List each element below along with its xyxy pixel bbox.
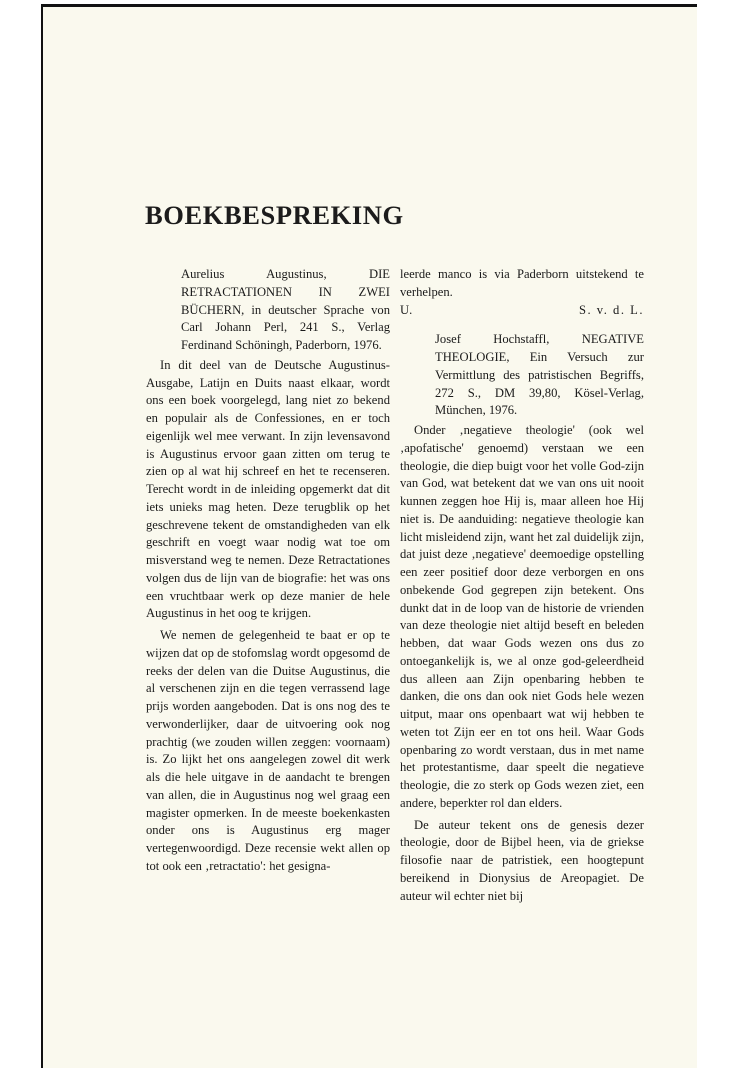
review1-paragraph-2-continued: leerde manco is via Paderborn uitstekend te verhelpen. [400, 267, 644, 299]
section-title: BOEKBESPREKING [145, 200, 404, 230]
left-column [146, 266, 390, 876]
review1-paragraph-2: We nemen de gelegenheid te baat er op te wijzen dat op de stofomslag wordt opgesomd de reeks der delen van die Duitse Augustinus, die al verschenen zijn en die tegen verrassend lage prijs worden aangeboden. Dat is ons nog des te verwonderlijker, daar de uitvoering ook nog prachtig (we zouden willen zeggen: voornaam) is. Zo lijkt het ons aangelegen zowel dit werk als die hele uitgave in de aandacht te brengen van allen, die in Augustinus nog wel graag een magister opmerken. In de meeste boekenkasten onder ons is Augustinus erg mager vertegenwoordigd. Deze recensie wekt allen op tot ook een ‚retractatio': het gesigna- [146, 628, 390, 873]
page [41, 4, 697, 1068]
signoff-left: U. [400, 302, 413, 317]
review1-signoff [400, 302, 644, 320]
review1-bibliography: Aurelius Augustinus, DIE RETRACTATIONEN IN ZWEI BÜCHERN, in deutscher Sprache von Carl Johann Perl, 241 S., Verlag Ferdinand Schöningh, Paderborn, 1976. [181, 267, 390, 352]
review2-paragraph-2: De auteur tekent ons de genesis dezer theologie, door de Bijbel heen, via de griekse filosofie naar de patristiek, een hoogtepunt bereikend in Dionysius de Areopagiet. De auteur wil echter niet bij [400, 817, 644, 903]
review1-paragraph-1: In dit deel van de Deutsche Augustinus-Ausgabe, Latijn en Duits naast elkaar, wordt ons een boek voorgelegd, lang niet zo bekend en populair als de Confessiones, en er toch eigenlijk wel mee verwant. In zijn levensavond is Augustinus ervoor gaan zitten om terug te zien op al wat hij schreef en het te recenseren. Terecht wordt in de inleiding opgemerkt dat dit iets unieks mag heten. Deze terugblik op het geschrevene tekent de omstandigheden van elk geschrift en voegt waar nodig wat toe om misverstand weg te nemen. Deze Retractationes volgen dus de lijn van de biografie: het was ons een vruchtbaar werk op deze manier de hele Augustinus in het oog te krijgen. [146, 357, 390, 621]
right-column [400, 266, 644, 905]
reviewer-initials: S. v. d. L. [578, 302, 644, 317]
review2-bibliography: Josef Hochstaffl, NEGATIVE THEOLOGIE, Ein Versuch zur Vermittlung des patristischen Begriffs, 272 S., DM 39,80, Kösel-Verlag, München, 1976. [435, 332, 644, 418]
review2-paragraph-1: Onder ‚negatieve theologie' (ook wel ‚apofatische' genoemd) verstaan we een theologie, die diep buigt voor het volle God-zijn van God, wat betekent dat we van ons uit nooit kunnen zeggen hoe Hij is, maar alleen hoe Hij niet is. De aanduiding: negatieve theologie kan licht misleidend zijn, want het zal duidelijk zijn, dat juist deze ‚negatieve' deemoedige opstelling een zeer positief door deze verborgen en ons onbekende God gegrepen zijn betekent. Ons dunkt dat in de loop van de historie de vrienden van deze theologie niet altijd beseft en beleden hebben, dat waar Gods wezen ons dus zo ontoegankelijk is, we al onze god-geleerdheid dus alleen aan Zijn openbaring hebben te danken, die ons dan ook niet Gods hele wezen uitput, maar ons openbaart wat wij hebben te weten tot Zijn eer en tot ons heil. Waar Gods openbaring zo wordt verstaan, dus in met name het protestantisme, daar speelt die negatieve theologie, die zo sterk op Gods wezen ziet, een andere, beperkter rol dan elders. [400, 423, 644, 810]
